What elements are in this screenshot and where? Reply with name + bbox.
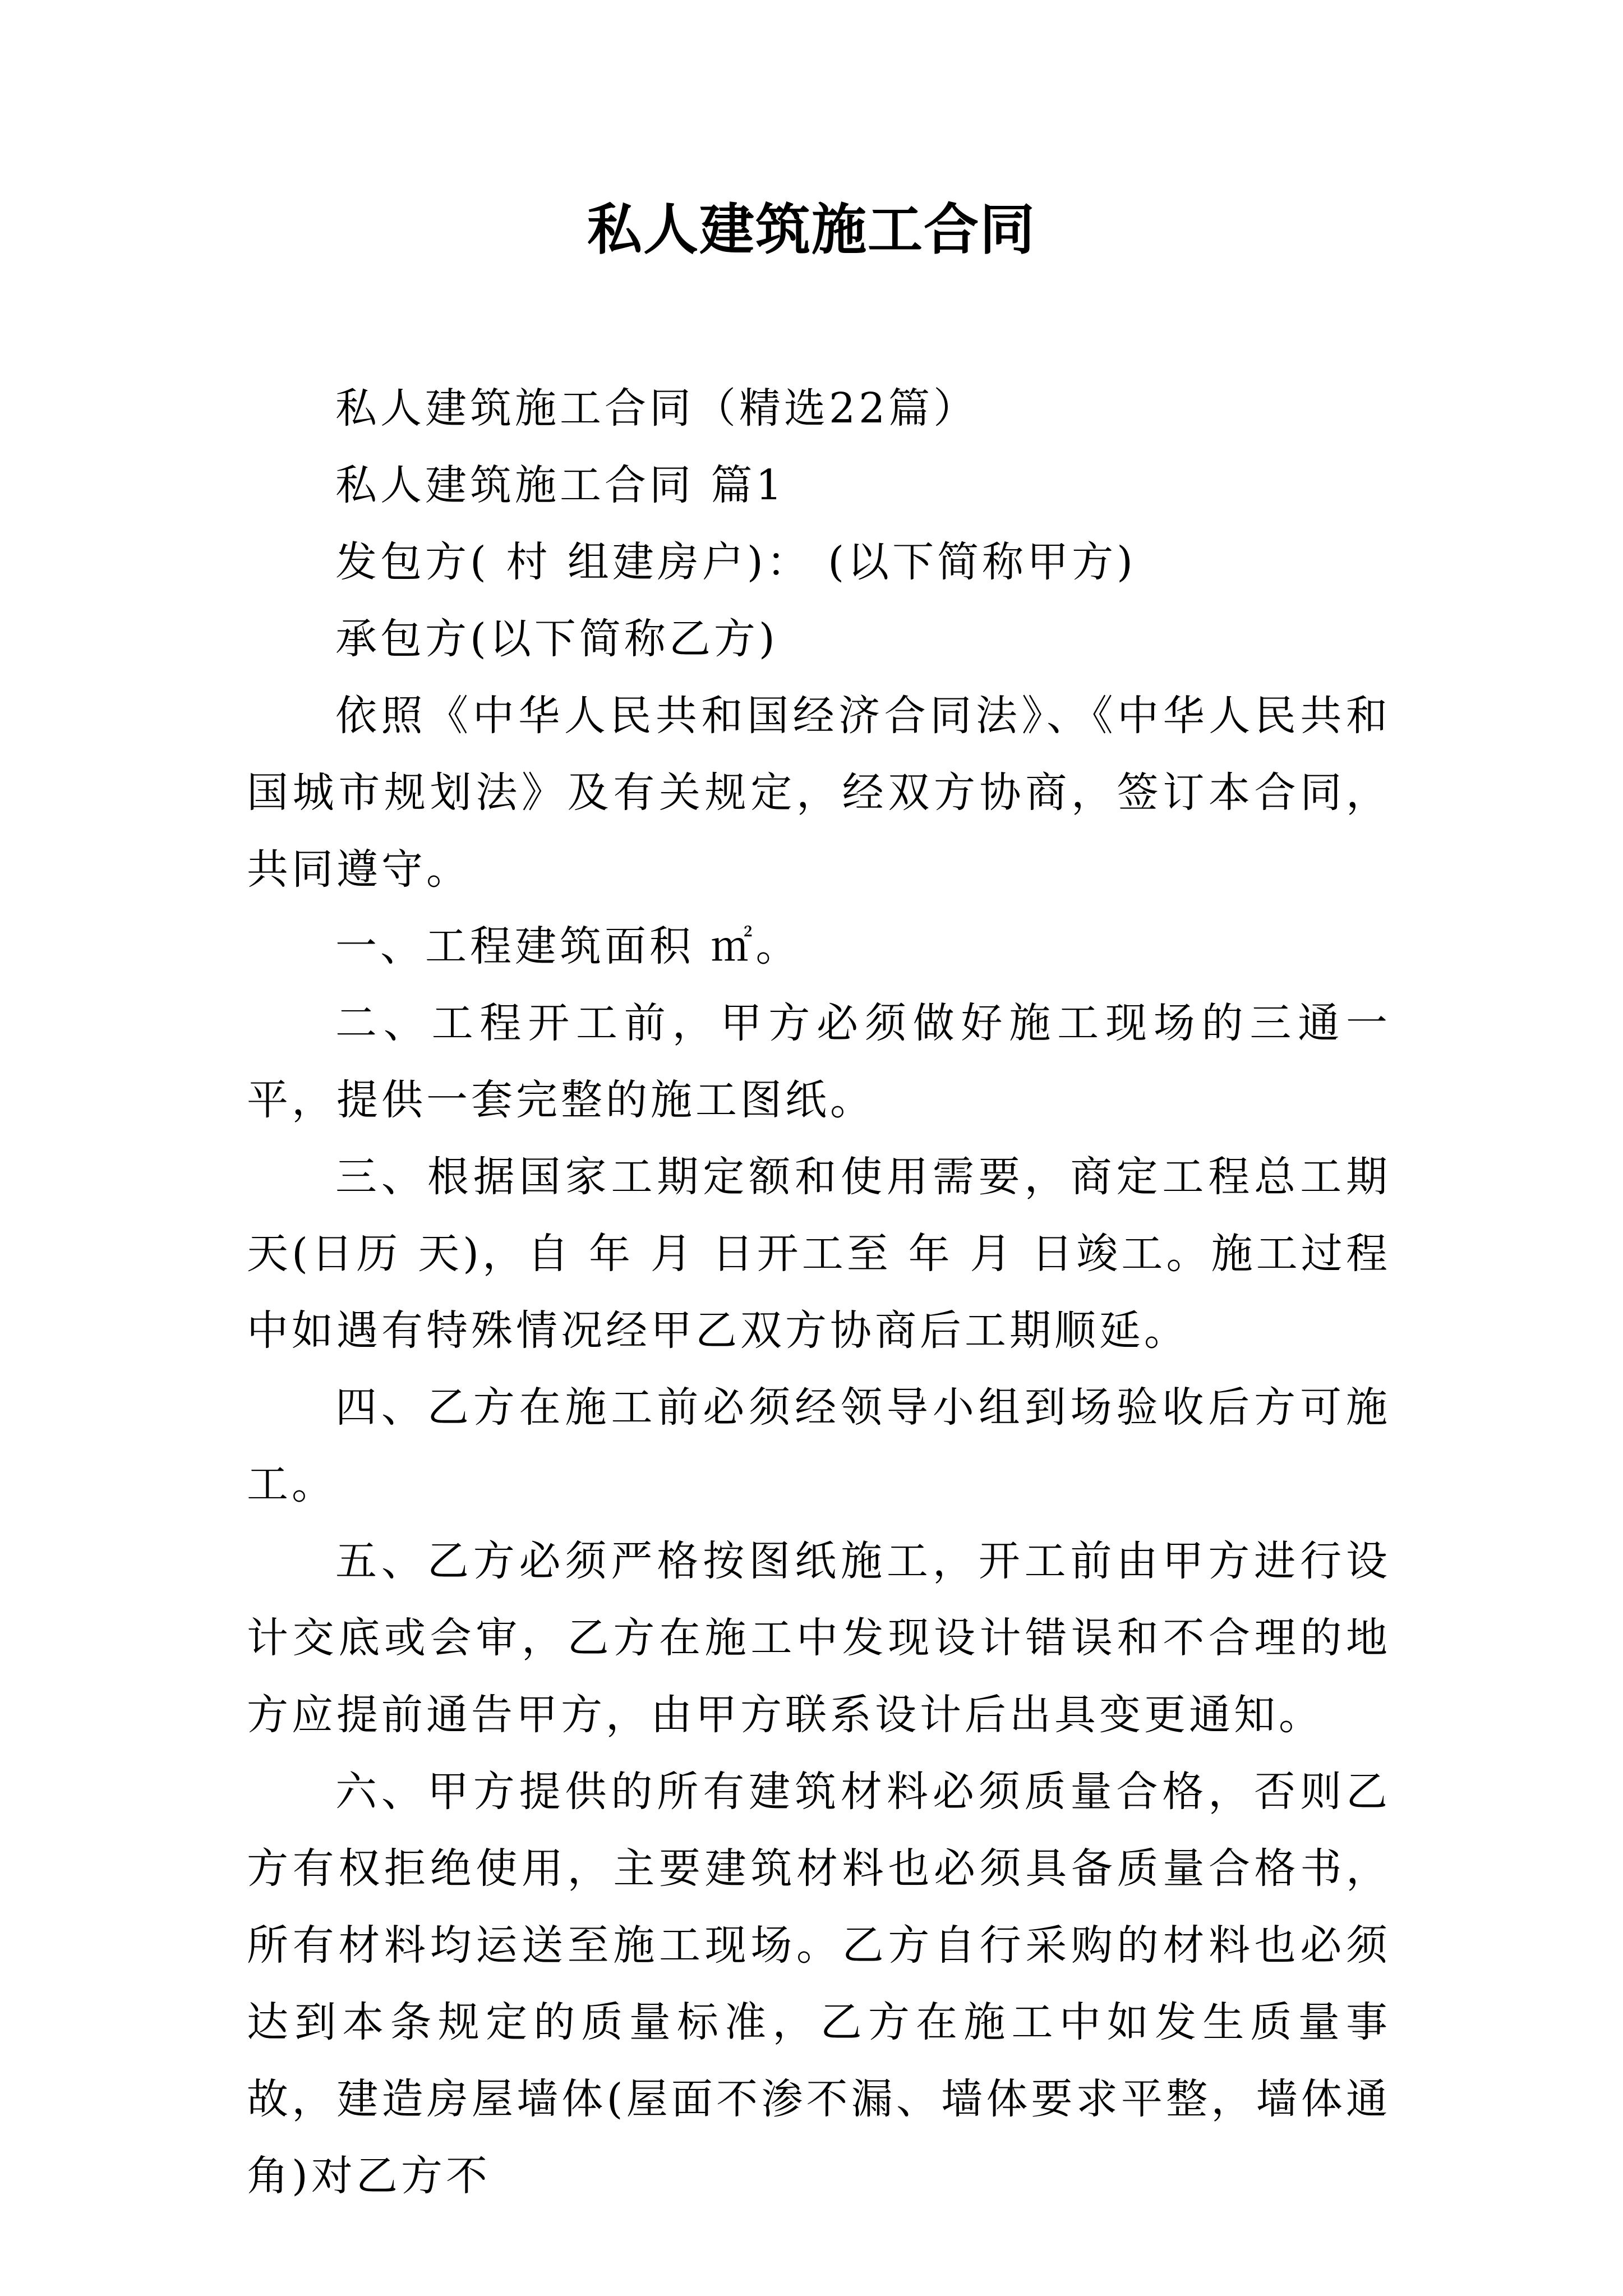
paragraph-clause-4: 四、乙方在施工前必须经领导小组到场验收后方可施工。	[247, 1383, 1391, 1508]
paragraph-subtitle: 私人建筑施工合同（精选22篇）	[335, 384, 979, 432]
document-body	[247, 370, 1391, 2215]
paragraph-party-b: 承包方(以下简称乙方)	[335, 615, 778, 663]
paragraph-clause-6: 六、甲方提供的所有建筑材料必须质量合格，否则乙方有权拒绝使用，主要建筑材料也必须具备质量合格书，所有材料均运送至施工现场。乙方自行采购的材料也必须达到本条规定的质量标准，乙方在施工中如发生质量事故，建造房屋墙体(屋面不渗不漏、墙体要求平整，墙体通角)对乙方不	[247, 1768, 1391, 2200]
paragraph-clause-5: 五、乙方必须严格按图纸施工，开工前由甲方进行设计交底或会审，乙方在施工中发现设计错误和不合理的地方应提前通告甲方，由甲方联系设计后出具变更通知。	[247, 1537, 1391, 1739]
paragraph-clause-2: 二、工程开工前，甲方必须做好施工现场的三通一平，提供一套完整的施工图纸。	[247, 999, 1391, 1124]
document-title: 私人建筑施工合同	[587, 197, 1036, 262]
paragraph-section-heading: 私人建筑施工合同 篇1	[335, 461, 786, 509]
paragraph-clause-3: 三、根据国家工期定额和使用需要，商定工程总工期 天(日历 天)，自 年 月 日开工至 年 月 日竣工。施工过程中如遇有特殊情况经甲乙双方协商后工期顺延。	[247, 1153, 1391, 1355]
paragraph-party-a: 发包方( 村 组建房户)： (以下简称甲方)	[335, 538, 1137, 586]
paragraph-preamble: 依照《中华人民共和国经济合同法》、《中华人民共和国城市规划法》及有关规定，经双方协商，签订本合同，共同遵守。	[247, 692, 1391, 894]
paragraph-clause-1: 一、工程建筑面积 ㎡。	[335, 922, 801, 970]
